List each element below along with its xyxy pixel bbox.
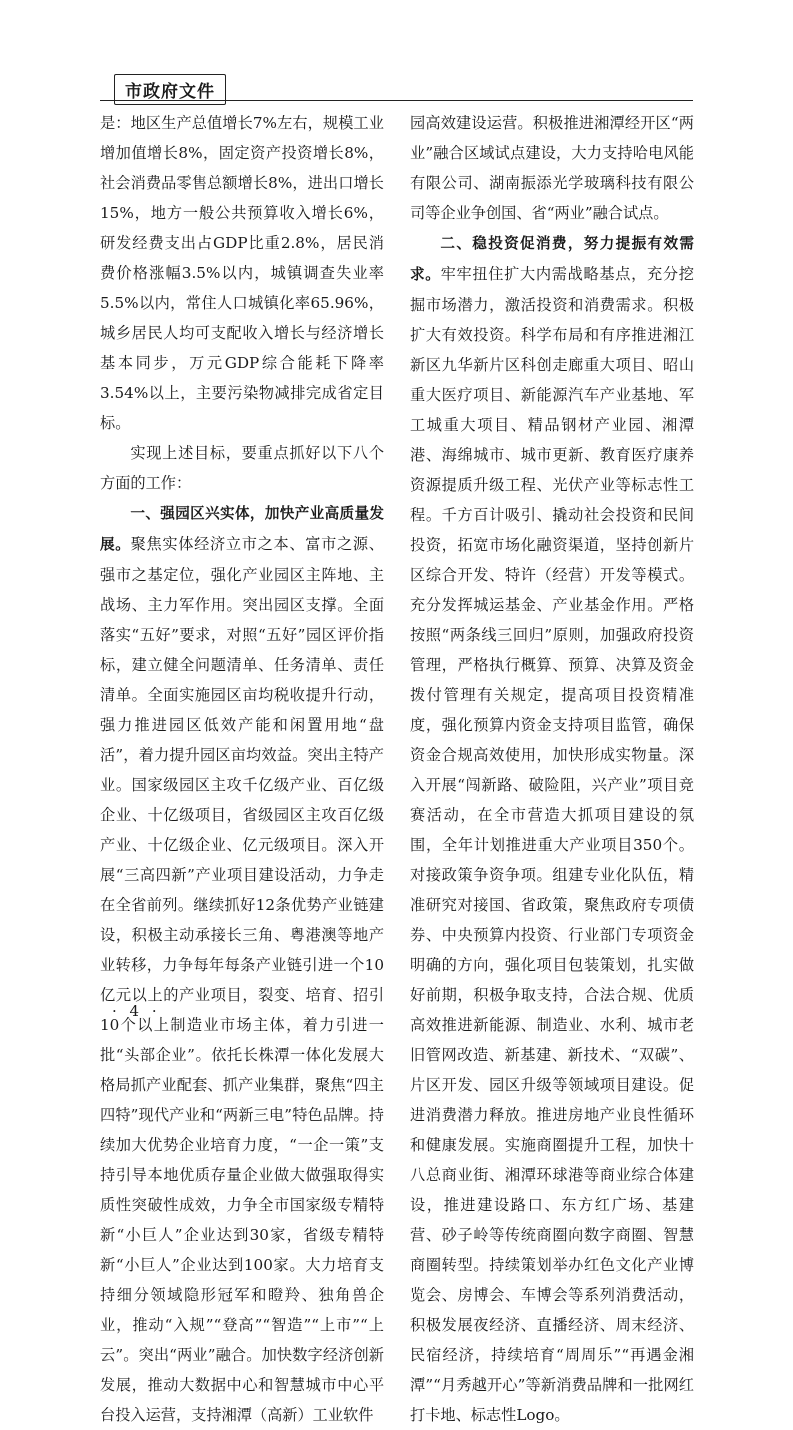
paragraph-continued: 园高效建设运营。积极推进湘潭经开区“两业”融合区域试点建设，大力支持哈电风能有限公司、湖南振添光学玻璃科技有限公司等企业争创国、省“两业”融合试点。	[410, 114, 694, 222]
page-number: · 4 ·	[112, 1002, 161, 1020]
left-column	[100, 108, 384, 1430]
section-2-body: 牢牢扭住扩大内需战略基点，充分挖掘市场潜力，激活投资和消费需求。积极扩大有效投资。科学布局和有序推进湘江新区九华新片区科创走廊重大项目、昭山重大医疗项目、新能源汽车产业基地、军工城重大项目、精品钢材产业园、湘潭港、海绵城市、城市更新、教育医疗康养资源提质升级工程、光伏产业等标志性工程。千方百计吸引、撬动社会投资和民间投资，拓宽市场化融资渠道，坚持创新片区综合开发、特许（经营）开发等模式。充分发挥城运基金、产业基金作用。严格按照“两条线三回归”原则，加强政府投资管理，严格执行概算、预算、决算及资金拨付管理有关规定，提高项目投资精准度，强化预算内资金支持项目监管，确保资金合规高效使用，加快形成实物量。深入开展“闯新路、破险阻，兴产业”项目竞赛活动，在全市营造大抓项目建设的氛围，全年计划推进重大产业项目350个。对接政策争资争项。组建专业化队伍，精准研究对接国、省政策，聚焦政府专项债券、中央预算内投资、行业部门专项资金明确的方向，强化项目包装策划，扎实做好前期，积极争取支持，合法合规、优质高效推进新能源、制造业、水利、城市老旧管网改造、新基建、新技术、“双碳”、片区开发、园区升级等领域项目建设。促进消费潜力释放。推进房地产业良性循环和健康发展。实施商圈提升工程，加快十八总商业街、湘潭环球港等商业综合体建设，推进建设路口、东方红广场、基建营、砂子岭等传统商圈向数字商圈、智慧商圈转型。持续策划举办红色文化产业博览会、房博会、车博会等系列消费活动，积极发展夜经济、直播经济、周末经济、民宿经济，持续培育“周周乐”“再遇金湘潭”“月秀越开心”等新消费品牌和一批网红打卡地、标志性Logo。	[410, 265, 694, 1424]
section-tag: 市政府文件	[114, 74, 226, 105]
paragraph-section-1	[100, 498, 384, 1430]
paragraph-section-2	[410, 228, 694, 1430]
section-1-body: 聚焦实体经济立市之本、富市之源、强市之基定位，强化产业园区主阵地、主战场、主力军作用。突出园区支撑。全面落实“五好”要求，对照“五好”园区评价指标，建立健全问题清单、任务清单、责任清单。全面实施园区亩均税收提升行动，强力推进园区低效产能和闲置用地“盘活”，着力提升园区亩均效益。突出主特产业。国家级园区主攻千亿级产业、百亿级企业、十亿级项目，省级园区主攻百亿级产业、十亿级企业、亿元级项目。深入开展“三高四新”产业项目建设活动，力争走在全省前列。继续抓好12条优势产业链建设，积极主动承接长三角、粤港澳等地产业转移，力争每年每条产业链引进一个10亿元以上的产业项目，裂变、培育、招引10个以上制造业市场主体，着力引进一批“头部企业”。依托长株潭一体化发展大格局抓产业配套、抓产业集群，聚焦“四主四特”现代产业和“两新三电”特色品牌。持续加大优势企业培育力度，“一企一策”支持引导本地优质存量企业做大做强取得实质性突破性成效，力争全市国家级专精特新“小巨人”企业达到30家，省级专精特新“小巨人”企业达到100家。大力培育支持细分领域隐形冠军和瞪羚、独角兽企业，推动“入规”“登高”“智造”“上市”“上云”。突出“两业”融合。加快数字经济创新发展，推动大数据中心和智慧城市中心平台投入运营，支持湘潭（高新）工业软件	[100, 535, 384, 1424]
right-column	[410, 108, 694, 1430]
paragraph-intro: 实现上述目标，要重点抓好以下八个方面的工作：	[100, 444, 384, 492]
paragraph-targets: 是：地区生产总值增长7%左右，规模工业增加值增长8%，固定资产投资增长8%，社会消费品零售总额增长8%，进出口增长15%，地方一般公共预算收入增长6%，研发经费支出占GDP比重2.8%，居民消费价格涨幅3.5%以内，城镇调查失业率5.5%以内，常住人口城镇化率65.96%，城乡居民人均可支配收入增长与经济增长基本同步，万元GDP综合能耗下降率3.54%以上，主要污染物减排完成省定目标。	[100, 114, 384, 432]
section-2-heading: 二、稳投资促消费，努力提振有效需求。	[410, 235, 694, 283]
header-divider	[100, 100, 693, 101]
section-1-heading: 一、强园区兴实体，加快产业高质量发展。	[100, 505, 384, 553]
